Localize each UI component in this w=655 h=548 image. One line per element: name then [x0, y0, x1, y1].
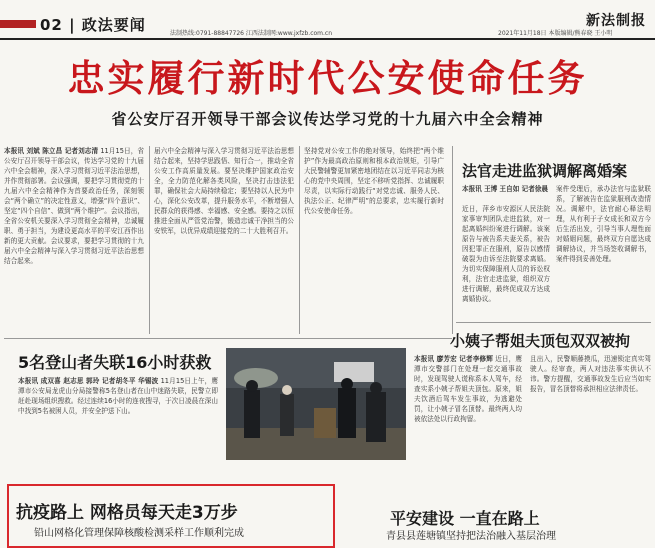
lead-column-1 — [4, 146, 144, 334]
column-divider — [299, 146, 300, 334]
article-substitute-col1 — [414, 354, 522, 472]
article-byline-substitute: 本报讯 廖芳宏 记者李修辉 — [414, 355, 493, 363]
article-court-col2: 案件受理后，承办法官与监狱联系，了解被告在监狱服刑改造情况。调解中，法官耐心释法明理，从有利于子女成长和双方今后生活出发，引导当事人理性面对婚姻问题，最终双方自愿达成调解协议，并当场签收调解书，案件得到妥善处理。 — [556, 185, 651, 263]
lead-subhead: 省公安厅召开领导干部会议传达学习党的十九届六中全会精神 — [111, 110, 544, 128]
lead-col1-text: 11月15日，省公安厅召开领导干部会议，传达学习党的十九届六中全会精神，深入学习贯彻习近平法治思想，并作贯彻部署。会议强调，要把学习贯彻党的十九届六中全会精神作为首要政治任务，深刻领会“两个确立”的决定性意义，增强“四个意识”、坚定“四个自信”、做到“两个维护”。会议指出，全省公安机关要深入学习贯彻全会精神，忠诚履职、勇于担当，为建设更高水平的平安江西作出新的更大贡献。会议要求，要把学习贯彻的十九届六中全会精神与深入学习贯彻习近平法治思想结合起来。 — [4, 147, 144, 265]
article-title-substitute: 小姨子帮姐夫顶包双双被拘 — [450, 332, 631, 350]
section-divider — [4, 338, 452, 339]
column-divider — [452, 146, 453, 334]
article-subtitle-safety: 青县县莲塘镇坚持把法治融入基层治理 — [386, 531, 556, 542]
masthead — [0, 0, 655, 40]
article-substitute-col2: 且出入，民警顺藤摸瓜，迅速锁定真实驾驶人。经审查，两人对违法事实供认不讳。警方提醒，交通事故发生后应当如实报告，冒名顶替将承担相应法律责任。 — [530, 355, 651, 393]
article-title-safety: 平安建设 一直在路上 — [390, 509, 540, 528]
rescue-photo-image — [226, 348, 406, 460]
section-title: 02 | 政法要闻 — [40, 16, 146, 34]
rescue-photo — [226, 348, 406, 460]
article-climbers-body — [18, 376, 218, 456]
article-title-court: 法官走进监狱调解离婚案 — [462, 162, 628, 180]
article-substitute-text: 近日，鹰潭市交警部门在处理一起交通事故时，发现驾驶人谎称系本人驾车，经查实系小姨子帮姐夫顶包。原来，姐夫饮酒后驾车发生事故，为逃避处罚，让小姨子冒名顶替。最终两人均被依法处以行政拘留。 — [414, 355, 522, 423]
lead-headline: 忠实履行新时代公安使命任务 — [67, 57, 588, 100]
lead-byline: 本报讯 刘斌 陈立昌 记者刘志清 — [4, 147, 99, 155]
article-title-epidemic: 抗疫路上 网格员每天走3万步 — [16, 503, 238, 523]
section-divider — [456, 322, 651, 323]
lead-column-2: 届六中全会精神与深入学习贯彻习近平法治思想结合起来，坚持学思践悟、知行合一，推动全省公安工作高质量发展。要坚决维护国家政治安全，全力防范化解各类风险，坚决打击违法犯罪，确保社会大局持续稳定；要坚持以人民为中心，深化公安改革，提升服务水平，不断增强人民群众的获得感、幸福感、安全感。要持之以恒推进全面从严管党治警，锻造忠诚干净担当的公安铁军，以优异成绩迎接党的二十大胜利召开。 — [154, 147, 294, 235]
column-divider — [149, 146, 150, 334]
article-climbers-text: 11月15日上午，鹰潭市公安局龙虎山分局接警称5名登山者在山中迷路失联，民警立即赶赴现场组织搜救。经过连续16小时的连夜搜寻，于次日凌晨在深山中找到5名被困人员，并安全护送下山。 — [18, 377, 218, 415]
article-title-climbers: 5名登山者失联16小时获救 — [18, 353, 212, 372]
masthead-meta: 法制热线:0791-88847726 江西法制网:www.jxfzb.com.cn — [170, 30, 333, 37]
masthead-rule — [0, 38, 655, 40]
section-marker — [0, 20, 36, 28]
lead-column-3: 坚持党对公安工作的绝对领导，始终把“两个维护”作为最高政治原则和根本政治规矩，引导广大民警辅警更加紧密地团结在以习近平同志为核心的党中央周围，坚定不移听党指挥、忠诚履职尽责，以实际行动践行“对党忠诚、服务人民、执法公正、纪律严明”的总要求，忠实履行新时代公安使命任务。 — [304, 147, 444, 215]
article-byline-climbers: 本报讯 成双喜 赵志思 郭玲 记者胡冬平 华锡波 — [18, 377, 159, 385]
article-subtitle-epidemic: 铅山网格化管理保障核酸检测采样工作顺利完成 — [34, 528, 244, 539]
newspaper-logo: 新法制报 — [586, 13, 646, 29]
issue-date: 2021年11月18日 本版编辑/熊春晓 王小明 — [498, 30, 613, 37]
article-court-col1: 近日，萍乡市安源区人民法院家事审判团队走进监狱，对一起离婚纠纷案进行调解。该案原告与被告系夫妻关系，被告因犯罪正在服刑，原告以感情破裂为由诉至法院要求离婚。为切实保障服刑人员的诉讼权利，法官走进监狱，组织双方进行调解，最终促成双方达成离婚协议。 — [462, 205, 550, 303]
article-byline-court: 本报讯 王博 王自如 记者徐晨 — [462, 185, 549, 193]
